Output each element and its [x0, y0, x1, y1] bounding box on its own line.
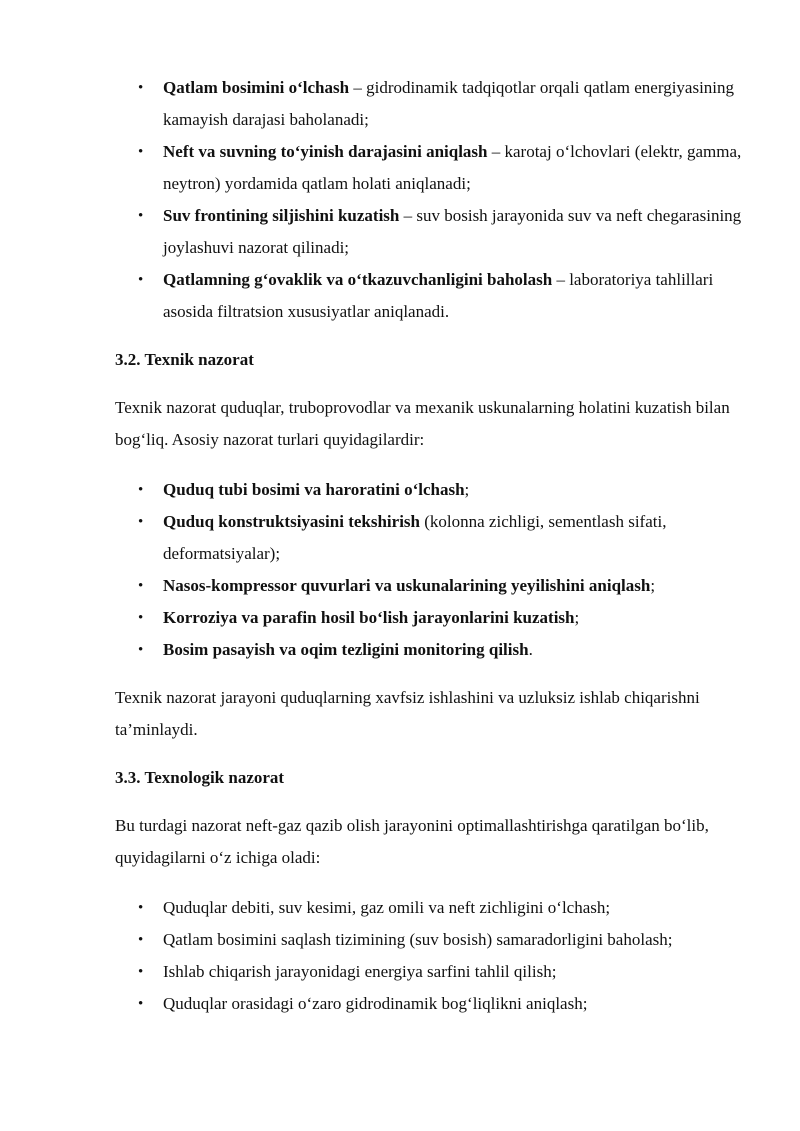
section-heading-technological: 3.3. Texnologik nazorat [115, 768, 285, 787]
bullet: • [138, 578, 144, 594]
list-item: • Neft va suvning to‘yinish darajasini aniqlash – karotaj o‘lchovlari (elektr, gamma, neytron) yordamida qatlam holati aniqlanadi; [115, 136, 755, 200]
bullet: • [138, 610, 144, 626]
bullet: • [138, 996, 144, 1012]
technical-control-list [115, 474, 755, 666]
list-item: • Nasos-kompressor quvurlari va uskunalarining yeyilishini aniqlash; [115, 570, 755, 602]
technical-outro-paragraph: Texnik nazorat jarayoni quduqlarning xavfsiz ishlashini va uzluksiz ishlab chiqarishni ta’minlaydi. [115, 688, 700, 739]
list-item: • Qatlam bosimini o‘lchash – gidrodinamik tadqiqotlar orqali qatlam energiyasining kamayish darajasi baholanadi; [115, 72, 755, 136]
list-item: • Qatlamning g‘ovaklik va o‘tkazuvchanligini baholash – laboratoriya tahlillari asosida filtratsion xususiyatlar aniqlanadi. [115, 264, 755, 328]
technical-intro-paragraph: Texnik nazorat quduqlar, truboprovodlar va mexanik uskunalarning holatini kuzatish bilan bog‘liq. Asosiy nazorat turlari quyidagilardir: [115, 398, 730, 449]
bullet: • [138, 482, 144, 498]
bullet: • [138, 272, 144, 288]
bullet: • [138, 964, 144, 980]
bullet: • [138, 514, 144, 530]
list-item: • Quduqlar debiti, suv kesimi, gaz omili va neft zichligini o‘lchash; [115, 892, 755, 924]
list-item: • Korroziya va parafin hosil bo‘lish jarayonlarini kuzatish; [115, 602, 755, 634]
list-item: • Quduq konstruktsiyasini tekshirish (kolonna zichligi, sementlash sifati, deformatsiyalar); [115, 506, 755, 570]
list-item: • Suv frontining siljishini kuzatish – suv bosish jarayonida suv va neft chegarasining joylashuvi nazorat qilinadi; [115, 200, 755, 264]
bullet: • [138, 144, 144, 160]
bullet: • [138, 642, 144, 658]
section-heading-technical: 3.2. Texnik nazorat [115, 350, 254, 369]
list-item: • Quduq tubi bosimi va haroratini o‘lchash; [115, 474, 755, 506]
document-body [115, 72, 755, 1020]
reservoir-control-list [115, 72, 755, 328]
bullet: • [138, 900, 144, 916]
technological-intro-paragraph: Bu turdagi nazorat neft-gaz qazib olish jarayonini optimallashtirishga qaratilgan bo‘lib, quyidagilarni o‘z ichiga oladi: [115, 816, 709, 867]
bullet: • [138, 932, 144, 948]
list-item: • Bosim pasayish va oqim tezligini monitoring qilish. [115, 634, 755, 666]
bullet: • [138, 80, 144, 96]
list-item: • Ishlab chiqarish jarayonidagi energiya sarfini tahlil qilish; [115, 956, 755, 988]
technological-control-list [115, 892, 755, 1020]
list-item: • Qatlam bosimini saqlash tizimining (suv bosish) samaradorligini baholash; [115, 924, 755, 956]
bullet: • [138, 208, 144, 224]
list-item: • Quduqlar orasidagi o‘zaro gidrodinamik bog‘liqlikni aniqlash; [115, 988, 755, 1020]
